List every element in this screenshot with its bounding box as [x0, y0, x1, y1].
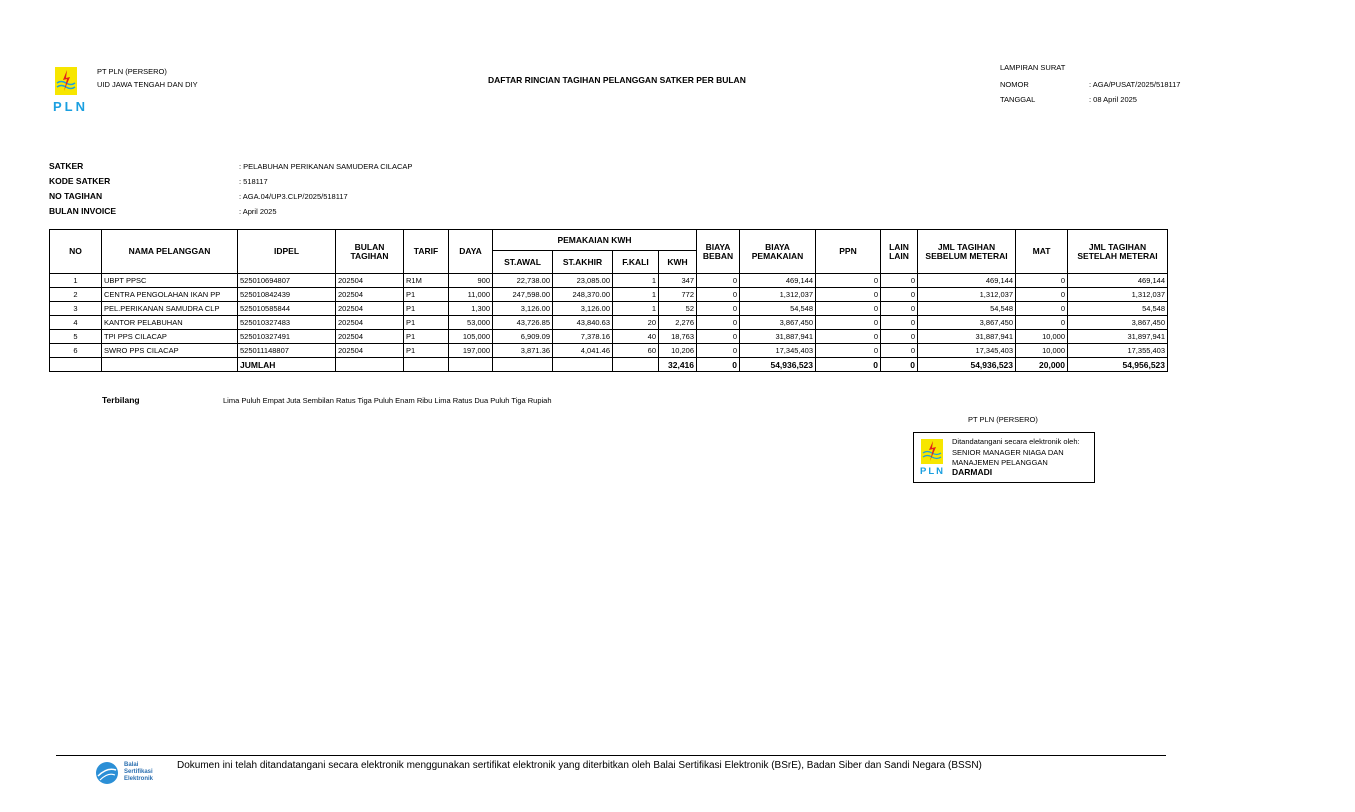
cell-no: 6	[50, 344, 102, 358]
cell-st-awal: 3,126.00	[493, 302, 553, 316]
no-tagihan-label: NO TAGIHAN	[49, 191, 103, 201]
cell-daya: 197,000	[449, 344, 493, 358]
total-mat: 20,000	[1016, 358, 1068, 372]
cell-idpel: 525011148807	[238, 344, 336, 358]
cell-fkali: 1	[613, 288, 659, 302]
cell-jml-sebelum: 17,345,403	[918, 344, 1016, 358]
cell-ppn: 0	[816, 274, 881, 288]
cell-tarif: P1	[404, 344, 449, 358]
footer-text: Dokumen ini telah ditandatangani secara elektronik menggunakan sertifikat elektronik yang diterbitkan oleh Balai Sertifikasi Elektronik (BSrE), Badan Siber dan Sandi Negara (BSSN)	[177, 760, 982, 771]
cell-kwh: 2,276	[659, 316, 697, 330]
cell-no: 1	[50, 274, 102, 288]
cell-fkali: 1	[613, 302, 659, 316]
cell-nama: KANTOR PELABUHAN	[102, 316, 238, 330]
bulan-invoice-label: BULAN INVOICE	[49, 206, 117, 216]
terbilang-label: Terbilang	[102, 395, 140, 405]
cell-mat: 10,000	[1016, 330, 1068, 344]
cell-kwh: 10,206	[659, 344, 697, 358]
cell-bulan: 202504	[336, 316, 404, 330]
cell-nama: CENTRA PENGOLAHAN IKAN PP	[102, 288, 238, 302]
cell-jml-sebelum: 3,867,450	[918, 316, 1016, 330]
signature-company: PT PLN (PERSERO)	[968, 415, 1038, 424]
cell-nama: SWRO PPS CILACAP	[102, 344, 238, 358]
cell-ppn: 0	[816, 330, 881, 344]
cell-st-akhir: 23,085.00	[553, 274, 613, 288]
cell-mat: 0	[1016, 316, 1068, 330]
header-mat: MAT	[1016, 230, 1068, 274]
cell-fkali: 1	[613, 274, 659, 288]
cell-biaya-beban: 0	[697, 288, 740, 302]
cell-jml-setelah: 31,897,941	[1068, 330, 1168, 344]
cell-kwh: 772	[659, 288, 697, 302]
total-row	[50, 358, 1168, 372]
cell-ppn: 0	[816, 316, 881, 330]
total-empty-cell	[613, 358, 659, 372]
pln-logo-text: PLN	[53, 99, 88, 114]
cell-tarif: P1	[404, 316, 449, 330]
cell-biaya-pemakaian: 3,867,450	[740, 316, 816, 330]
cell-st-akhir: 43,840.63	[553, 316, 613, 330]
header-pemakaian: PEMAKAIAN KWH	[493, 230, 697, 251]
header-tarif: TARIF	[404, 230, 449, 274]
cell-st-akhir: 3,126.00	[553, 302, 613, 316]
cell-jml-sebelum: 54,548	[918, 302, 1016, 316]
signature-logo-icon	[921, 439, 943, 469]
header-no: NO	[50, 230, 102, 274]
cell-tarif: R1M	[404, 274, 449, 288]
cell-bulan: 202504	[336, 344, 404, 358]
header-jml-sebelum: JML TAGIHAN SEBELUM METERAI	[918, 230, 1016, 274]
header-daya: DAYA	[449, 230, 493, 274]
cell-kwh: 52	[659, 302, 697, 316]
table-row	[50, 344, 1168, 358]
cell-ppn: 0	[816, 288, 881, 302]
header-nama: NAMA PELANGGAN	[102, 230, 238, 274]
satker-value: : PELABUHAN PERIKANAN SAMUDERA CILACAP	[239, 162, 413, 171]
cell-tarif: P1	[404, 330, 449, 344]
cell-daya: 11,000	[449, 288, 493, 302]
pln-logo	[53, 67, 93, 123]
signature-name: DARMADI	[952, 467, 993, 477]
cell-fkali: 20	[613, 316, 659, 330]
satker-label: SATKER	[49, 161, 84, 171]
total-kwh: 32,416	[659, 358, 697, 372]
cell-kwh: 347	[659, 274, 697, 288]
cell-nama: TPI PPS CILACAP	[102, 330, 238, 344]
cell-st-akhir: 248,370.00	[553, 288, 613, 302]
lampiran-label: LAMPIRAN SURAT	[1000, 63, 1066, 72]
total-jml-setelah: 54,956,523	[1068, 358, 1168, 372]
header-jml-setelah: JML TAGIHAN SETELAH METERAI	[1068, 230, 1168, 274]
cell-jml-setelah: 1,312,037	[1068, 288, 1168, 302]
billing-table	[49, 229, 1168, 372]
cell-idpel: 525010585844	[238, 302, 336, 316]
cell-tarif: P1	[404, 302, 449, 316]
cell-no: 4	[50, 316, 102, 330]
company-name: PT PLN (PERSERO)	[97, 67, 167, 76]
total-empty-cell	[50, 358, 102, 372]
cell-ppn: 0	[816, 302, 881, 316]
cell-biaya-pemakaian: 31,887,941	[740, 330, 816, 344]
bsre-logo	[95, 761, 165, 786]
total-lain: 0	[881, 358, 918, 372]
bsre-globe-icon	[95, 761, 119, 785]
header-idpel: IDPEL	[238, 230, 336, 274]
cell-st-awal: 247,598.00	[493, 288, 553, 302]
cell-idpel: 525010842439	[238, 288, 336, 302]
cell-idpel: 525010327491	[238, 330, 336, 344]
total-empty-cell	[102, 358, 238, 372]
total-empty-cell	[449, 358, 493, 372]
cell-st-awal: 43,726.85	[493, 316, 553, 330]
cell-lain: 0	[881, 288, 918, 302]
header-lain: LAIN LAIN	[881, 230, 918, 274]
total-jml-sebelum: 54,936,523	[918, 358, 1016, 372]
table-row	[50, 316, 1168, 330]
cell-lain: 0	[881, 316, 918, 330]
bsre-text-2: Sertifikasi	[124, 769, 153, 775]
table-row	[50, 274, 1168, 288]
header-kwh: KWH	[659, 251, 697, 274]
cell-bulan: 202504	[336, 330, 404, 344]
cell-st-akhir: 7,378.16	[553, 330, 613, 344]
cell-daya: 900	[449, 274, 493, 288]
cell-st-awal: 3,871.36	[493, 344, 553, 358]
cell-fkali: 60	[613, 344, 659, 358]
cell-no: 3	[50, 302, 102, 316]
cell-no: 5	[50, 330, 102, 344]
header-ppn: PPN	[816, 230, 881, 274]
nomor-label: NOMOR	[1000, 80, 1029, 89]
cell-biaya-beban: 0	[697, 344, 740, 358]
cell-no: 2	[50, 288, 102, 302]
pln-logo-mark-icon	[55, 67, 77, 95]
cell-jml-setelah: 54,548	[1068, 302, 1168, 316]
cell-nama: PEL.PERIKANAN SAMUDRA CLP	[102, 302, 238, 316]
no-tagihan-value: : AGA.04/UP3.CLP/2025/518117	[239, 192, 348, 201]
header-biaya-beban: BIAYA BEBAN	[697, 230, 740, 274]
table-row	[50, 288, 1168, 302]
table-row	[50, 330, 1168, 344]
signature-logo-text: PLN	[920, 466, 945, 477]
cell-lain: 0	[881, 302, 918, 316]
total-biaya-pemakaian: 54,936,523	[740, 358, 816, 372]
cell-lain: 0	[881, 330, 918, 344]
total-empty-cell	[553, 358, 613, 372]
cell-mat: 0	[1016, 302, 1068, 316]
cell-mat: 10,000	[1016, 344, 1068, 358]
cell-biaya-pemakaian: 469,144	[740, 274, 816, 288]
kode-satker-label: KODE SATKER	[49, 176, 111, 186]
signature-line3: MANAJEMEN PELANGGAN	[952, 458, 1048, 467]
cell-biaya-pemakaian: 1,312,037	[740, 288, 816, 302]
cell-jml-setelah: 3,867,450	[1068, 316, 1168, 330]
tanggal-label: TANGGAL	[1000, 95, 1036, 104]
cell-idpel: 525010694807	[238, 274, 336, 288]
kode-satker-value: : 518117	[239, 177, 268, 186]
cell-mat: 0	[1016, 274, 1068, 288]
signature-line2: SENIOR MANAGER NIAGA DAN	[952, 448, 1064, 457]
cell-st-awal: 22,738.00	[493, 274, 553, 288]
document-title: DAFTAR RINCIAN TAGIHAN PELANGGAN SATKER PER BULAN	[488, 75, 746, 85]
total-empty-cell	[404, 358, 449, 372]
cell-tarif: P1	[404, 288, 449, 302]
cell-jml-setelah: 17,355,403	[1068, 344, 1168, 358]
bulan-invoice-value: : April 2025	[239, 207, 277, 216]
cell-lain: 0	[881, 344, 918, 358]
cell-kwh: 18,763	[659, 330, 697, 344]
total-empty-cell	[493, 358, 553, 372]
total-empty-cell	[336, 358, 404, 372]
cell-daya: 1,300	[449, 302, 493, 316]
cell-jml-sebelum: 1,312,037	[918, 288, 1016, 302]
cell-biaya-beban: 0	[697, 330, 740, 344]
cell-nama: UBPT PPSC	[102, 274, 238, 288]
header-biaya-pemakaian: BIAYA PEMAKAIAN	[740, 230, 816, 274]
cell-biaya-beban: 0	[697, 274, 740, 288]
signature-line1: Ditandatangani secara elektronik oleh:	[952, 437, 1080, 446]
cell-idpel: 525010327483	[238, 316, 336, 330]
header-st-awal: ST.AWAL	[493, 251, 553, 274]
bsre-text-1: Balai	[124, 762, 139, 768]
unit-name: UID JAWA TENGAH DAN DIY	[97, 80, 198, 89]
header-fkali: F.KALI	[613, 251, 659, 274]
cell-bulan: 202504	[336, 302, 404, 316]
cell-st-awal: 6,909.09	[493, 330, 553, 344]
cell-daya: 53,000	[449, 316, 493, 330]
cell-biaya-pemakaian: 17,345,403	[740, 344, 816, 358]
cell-jml-setelah: 469,144	[1068, 274, 1168, 288]
cell-mat: 0	[1016, 288, 1068, 302]
header-st-akhir: ST.AKHIR	[553, 251, 613, 274]
cell-jml-sebelum: 31,887,941	[918, 330, 1016, 344]
terbilang-value: Lima Puluh Empat Juta Sembilan Ratus Tiga Puluh Enam Ribu Lima Ratus Dua Puluh Tiga Rupiah	[223, 396, 552, 405]
total-ppn: 0	[816, 358, 881, 372]
cell-bulan: 202504	[336, 288, 404, 302]
cell-lain: 0	[881, 274, 918, 288]
tanggal-value: : 08 April 2025	[1089, 95, 1137, 104]
total-label: JUMLAH	[238, 358, 336, 372]
table-row	[50, 302, 1168, 316]
nomor-value: : AGA/PUSAT/2025/518117	[1089, 80, 1181, 89]
cell-ppn: 0	[816, 344, 881, 358]
cell-bulan: 202504	[336, 274, 404, 288]
cell-st-akhir: 4,041.46	[553, 344, 613, 358]
signature-box	[913, 432, 1095, 483]
cell-biaya-beban: 0	[697, 302, 740, 316]
cell-biaya-beban: 0	[697, 316, 740, 330]
cell-biaya-pemakaian: 54,548	[740, 302, 816, 316]
bsre-text-3: Elektronik	[124, 776, 154, 782]
footer-divider	[56, 755, 1166, 756]
cell-daya: 105,000	[449, 330, 493, 344]
total-biaya-beban: 0	[697, 358, 740, 372]
cell-fkali: 40	[613, 330, 659, 344]
header-bulan: BULAN TAGIHAN	[336, 230, 404, 274]
cell-jml-sebelum: 469,144	[918, 274, 1016, 288]
